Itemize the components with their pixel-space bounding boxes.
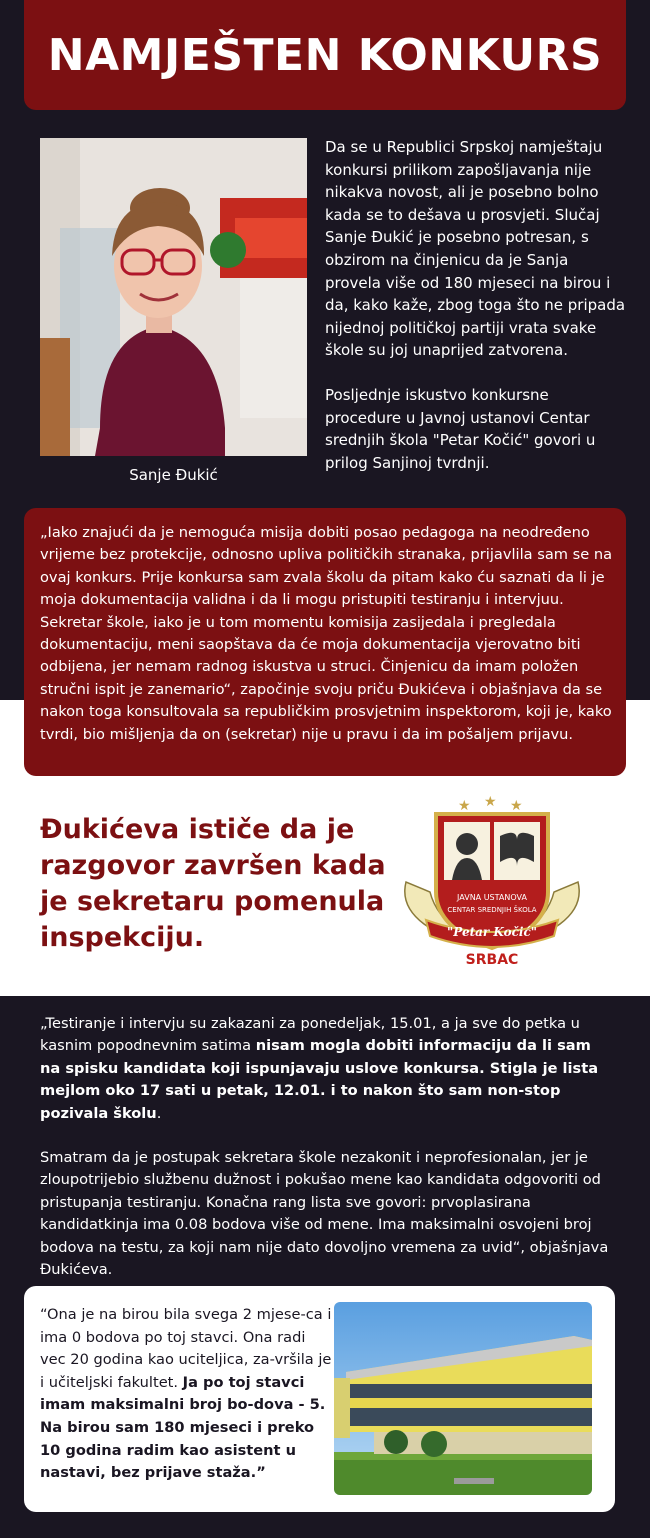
intro-paragraph-1: Da se u Republici Srpskoj namještaju konkursi prilikom zapošljavanja nije nikakva novost, ali je posebno bolno kada se to dešava u prosvjeti. Slučaj Sanje Đukić je posebno potresan, s obzirom na činjenicu da je Sanja provela više od 180 mjeseci na birou i da, kako kaže, zbog toga što ne pripada nijednoj političkoj partiji vrata svake škole su joj unaprijed zatvorena. [325,138,626,360]
school-building-illustration [334,1302,592,1495]
intro-text [325,136,627,496]
bottom-card [24,1286,615,1512]
body-paragraph-1 [40,1013,610,1125]
star-icon: ★ [510,798,523,814]
body-paragraph-1-start: „Testiranje i intervju su zakazani za ponedeljak, 15.01, a ja sve do petka u kasnim popodnevnim satima [40,1015,580,1055]
portrait-illustration [40,138,307,456]
school-logo [396,796,588,974]
body-paragraph-1-bold: nisam mogla dobiti informaciju da li sam na spisku kandidata koji ispunjavaju uslove konkursa. Stigla je lista mejlom oko 17 sati u petak, 12.01. i to nakon što sam non-stop pozivala školu [40,1037,599,1122]
star-icon: ★ [458,798,471,814]
star-icon: ★ [484,796,497,810]
logo-line-2: CENTAR SREDNJIH ŠKOLA [447,906,537,914]
portrait-photo [40,138,307,456]
body-paragraph-2: Smatram da je postupak sekretara škole nezakonit i neprofesionalan, jer je zloupotrijebio službenu dužnost i pokušao mene kao kandidata odgovoriti od pristupanja testiranju. Konačna rang lista sve govori: prvoplasirana kandidatkinja ima 0.08 bodova više od mene. Ima maksimalni osvojeni broj bodova na testu, za koji nam nije dato dovoljno vremena za uvid“, objašnjava Đukićeva. [40,1149,609,1279]
title-banner [24,0,626,110]
bottom-quote-bold: Ja po toj stavci imam maksimalni broj bo-dova - 5. Na birou sam 180 mjeseci i preko 10 godina radim kao asistent u nastavi, bez prijave staža.” [40,1373,326,1482]
school-photo [334,1302,592,1495]
bottom-quote-normal: “Ona je na birou bila svega 2 mjese-ca i ima 0 bodova po toj stavci. Ona radi vec 20 godina kao uciteljica, za-vršila je i učiteljski fakultet. [40,1306,332,1391]
logo-school-name: "Petar Kočić" [447,925,537,939]
logo-city: SRBAC [465,952,519,968]
photo-caption: Sanje Đukić [129,466,218,484]
page-title: NAMJEŠTEN KONKURS [47,29,603,81]
bottom-quote [40,1304,332,1485]
quote-box [24,508,626,776]
logo-line-1: JAVNA USTANOVA [457,893,527,902]
school-emblem [396,796,588,974]
highlight-statement: Đukićeva ističe da je razgovor završen kada je sekretaru pomenula inspekciju. [40,814,386,953]
quote-text: „Iako znajući da je nemoguća misija dobiti posao pedagoga na neodređeno vrijeme bez protekcije, odnosno upliva političkih stranaka, prijavlila sam se na ovaj konkurs. Prije konkursa sam zvala školu da pitam kako ću saznati da li je moja dokumentacija validna i da li mogu pristupiti testiranju i intervjuu. Sekretar škole, iako je u tom momentu komisija zasijedala i pregledala dokumentaciju, meni saopštava da će moja dokumentacija vjerovatno biti odbijena, jer nemam radnog iskustva u struci. Činjenicu da imam položen stručni ispit je zanemario“, započinje svoju priču Đukićeva i objašnjava da se nakon toga konsultovala sa republičkim prosvjetnim inspektorom, koji je, kako tvrdi, bio mišljenja da on (sekretar) nije u pravu i da im pošaljem prijavu. [40,524,613,743]
intro-paragraph-2: Posljednje iskustvo konkursne procedure u Javnoj ustanovi Centar srednjih škola "Petar Kočić" govori u prilog Sanjinoj tvrdnji. [325,385,596,472]
body-paragraph-1-end: . [156,1104,162,1122]
body-text [40,1013,610,1303]
